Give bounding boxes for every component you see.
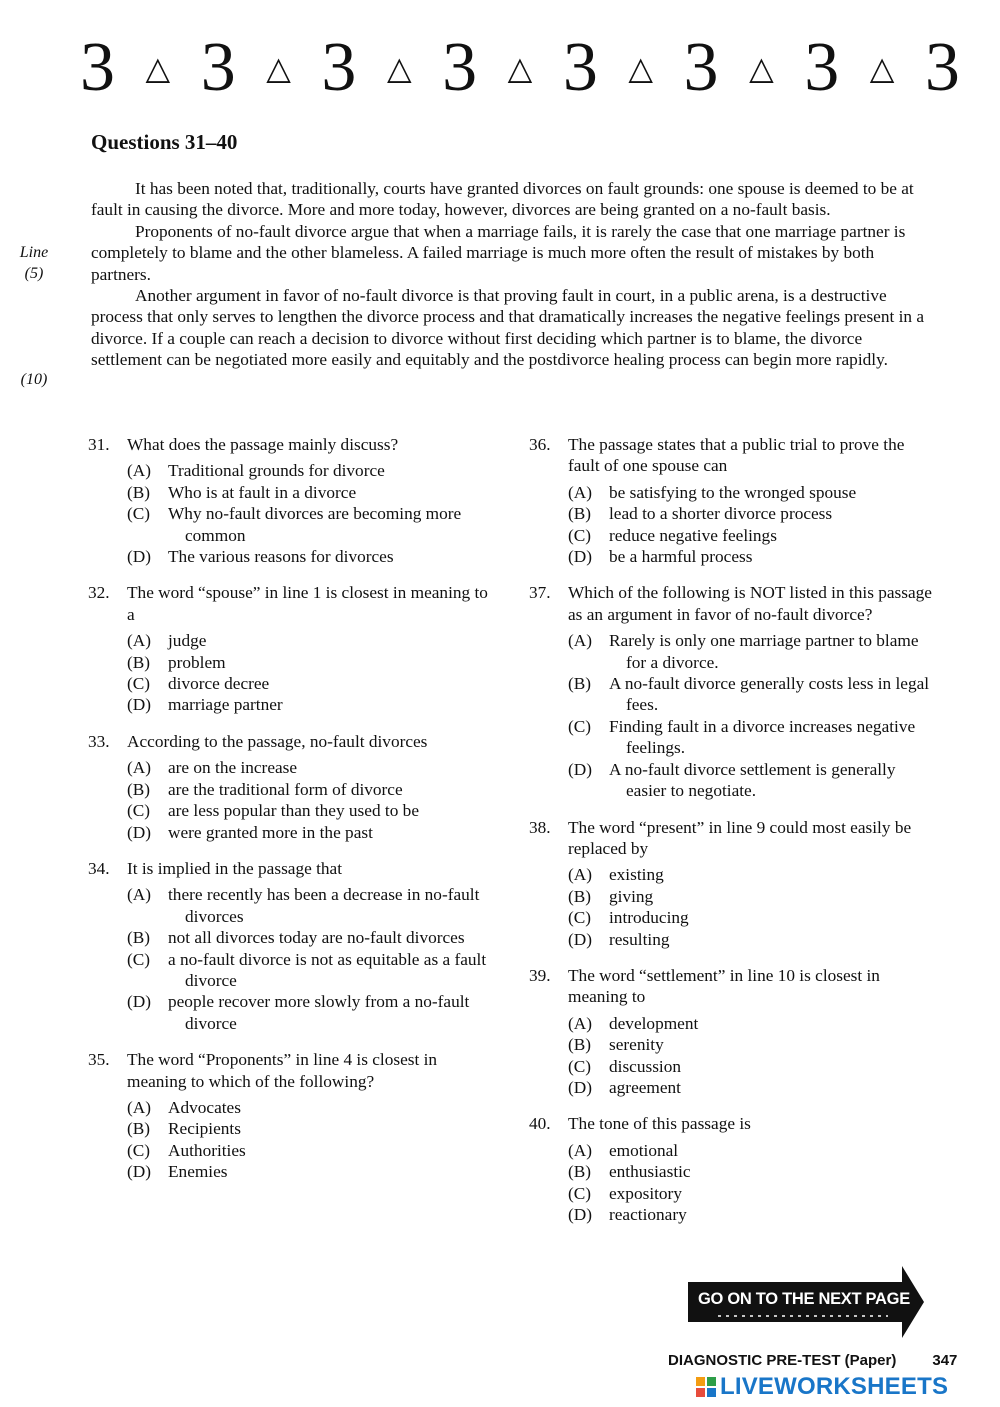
answer-option[interactable] <box>568 673 934 716</box>
option-letter: (B) <box>568 504 592 524</box>
questions-left-column <box>88 434 488 1198</box>
option-text: are on the increase <box>168 758 298 778</box>
option-letter: (D) <box>568 759 592 779</box>
liveworksheets-logo-icon <box>696 1377 716 1397</box>
option-letter: (D) <box>127 695 151 715</box>
option-text: enthusiastic <box>609 1162 691 1182</box>
option-letter: (C) <box>568 1056 592 1076</box>
answer-option[interactable] <box>127 884 488 927</box>
answer-option[interactable] <box>568 546 934 567</box>
option-text: Recipients <box>168 1119 241 1139</box>
option-text: Advocates <box>168 1097 241 1117</box>
option-text: A no-fault divorce generally costs less in legal fees. <box>609 674 930 715</box>
answer-option[interactable] <box>127 779 488 800</box>
option-letter: (B) <box>127 1119 151 1139</box>
option-letter: (A) <box>127 758 151 778</box>
question-text: The word “settlement” in line 10 is closest in meaning to <box>568 965 880 1007</box>
option-letter: (A) <box>127 885 151 905</box>
question-number: 38. <box>529 817 551 837</box>
question-34 <box>88 858 488 1034</box>
option-text: discussion <box>609 1056 682 1076</box>
page-number: 347 <box>932 1352 958 1369</box>
section-number: 3 <box>562 29 598 106</box>
question-31 <box>88 434 488 567</box>
triangle-icon: △ <box>266 50 291 86</box>
answer-option[interactable] <box>127 949 488 992</box>
answer-option[interactable] <box>127 1118 488 1139</box>
option-letter: (B) <box>127 652 151 672</box>
option-text: problem <box>168 652 226 672</box>
answer-option[interactable] <box>568 886 934 907</box>
answer-option[interactable] <box>568 1056 934 1077</box>
reading-passage <box>91 178 931 371</box>
option-text: are the traditional form of divorce <box>168 779 403 799</box>
option-letter: (C) <box>568 1183 592 1203</box>
answer-options <box>127 884 488 1034</box>
option-text: agreement <box>609 1077 681 1097</box>
section-number: 3 <box>321 29 357 106</box>
answer-options <box>568 864 934 950</box>
answer-option[interactable] <box>127 757 488 778</box>
question-32 <box>88 582 488 715</box>
question-39 <box>529 965 934 1098</box>
question-number: 32. <box>88 583 110 603</box>
option-letter: (D) <box>127 992 151 1012</box>
answer-option[interactable] <box>568 864 934 885</box>
option-letter: (C) <box>568 908 592 928</box>
questions-right-column <box>529 434 934 1240</box>
option-text: A no-fault divorce settlement is generally easier to negotiate. <box>609 759 896 801</box>
question-text: According to the passage, no-fault divorces <box>127 731 428 751</box>
answer-options <box>568 1013 934 1099</box>
answer-option[interactable] <box>127 822 488 843</box>
question-stem <box>88 1049 488 1092</box>
question-35 <box>88 1049 488 1182</box>
question-stem <box>88 582 488 625</box>
answer-options <box>568 1140 934 1226</box>
answer-option[interactable] <box>127 1161 488 1182</box>
line-marker: (5) <box>24 265 44 282</box>
question-stem <box>529 582 934 625</box>
option-text: be a harmful process <box>609 547 753 567</box>
question-text: What does the passage mainly discuss? <box>127 435 399 454</box>
option-letter: (B) <box>568 1035 592 1055</box>
option-text: resulting <box>609 929 670 949</box>
triangle-icon: △ <box>507 50 533 86</box>
option-letter: (A) <box>568 631 592 651</box>
section-number: 3 <box>804 29 840 106</box>
question-number: 39. <box>529 965 551 985</box>
option-text: not all divorces today are no-fault divorces <box>168 928 465 948</box>
option-text: expository <box>609 1183 682 1203</box>
option-letter: (C) <box>568 525 592 545</box>
answer-option[interactable] <box>127 546 488 567</box>
option-text: serenity <box>609 1035 664 1055</box>
option-letter: (A) <box>127 631 151 651</box>
option-text: existing <box>609 865 664 885</box>
answer-options <box>127 757 488 843</box>
option-text: Traditional grounds for divorce <box>168 461 385 481</box>
option-letter: (A) <box>127 461 151 481</box>
option-letter: (C) <box>127 504 151 524</box>
triangle-icon: △ <box>869 50 895 86</box>
option-letter: (C) <box>127 801 151 821</box>
option-letter: (B) <box>568 674 592 694</box>
option-letter: (D) <box>127 547 151 567</box>
answer-options <box>568 630 934 801</box>
option-text: were granted more in the past <box>168 822 373 842</box>
question-text: The word “present” in line 9 could most easily be replaced by <box>568 817 912 858</box>
question-stem <box>529 1113 934 1134</box>
answer-option[interactable] <box>127 460 488 481</box>
answer-option[interactable] <box>127 800 488 821</box>
answer-option[interactable] <box>127 503 488 546</box>
section-number: 3 <box>80 29 115 106</box>
option-text: introducing <box>609 908 689 928</box>
section-number: 3 <box>200 29 236 106</box>
option-text: judge <box>168 631 207 651</box>
question-number: 34. <box>88 858 110 878</box>
option-letter: (A) <box>127 1097 151 1117</box>
answer-option[interactable] <box>127 673 488 694</box>
question-text: The tone of this passage is <box>568 1114 751 1134</box>
question-33 <box>88 731 488 843</box>
section-header <box>80 28 960 108</box>
answer-option[interactable] <box>568 503 934 524</box>
question-number: 33. <box>88 731 110 751</box>
question-stem <box>529 817 934 860</box>
answer-option[interactable] <box>568 482 934 503</box>
answer-option[interactable] <box>568 1013 934 1034</box>
question-stem <box>88 434 488 455</box>
option-text: lead to a shorter divorce process <box>609 504 833 524</box>
option-text: giving <box>609 886 654 906</box>
option-text: The various reasons for divorces <box>168 547 394 567</box>
line-marker: (10) <box>20 371 48 388</box>
answer-option[interactable] <box>568 716 934 759</box>
answer-option[interactable] <box>127 1140 488 1161</box>
option-letter: (D) <box>127 822 151 842</box>
option-letter: (D) <box>568 929 592 949</box>
answer-options <box>127 630 488 716</box>
option-text: there recently has been a decrease in no-fault divorces <box>168 885 480 926</box>
answer-option[interactable] <box>568 1161 934 1182</box>
option-text: a no-fault divorce is not as equitable as a fault divorce <box>168 949 487 990</box>
answer-option[interactable] <box>568 1034 934 1055</box>
option-letter: (B) <box>127 928 151 948</box>
option-letter: (D) <box>127 1162 151 1182</box>
triangle-icon: △ <box>749 50 774 86</box>
question-text: The passage states that a public trial to prove the fault of one spouse can <box>568 435 905 476</box>
option-letter: (A) <box>568 1140 592 1160</box>
option-letter: (A) <box>568 1013 592 1033</box>
question-number: 31. <box>88 435 110 454</box>
footer-label: DIAGNOSTIC PRE-TEST (Paper) <box>668 1352 897 1369</box>
triangle-icon: △ <box>628 50 653 86</box>
option-text: are less popular than they used to be <box>168 801 419 821</box>
answer-option[interactable] <box>127 991 488 1034</box>
question-40 <box>529 1113 934 1225</box>
answer-option[interactable] <box>568 907 934 928</box>
section-number: 3 <box>924 29 960 106</box>
option-letter: (D) <box>568 1205 592 1224</box>
option-text: emotional <box>609 1140 679 1160</box>
answer-option[interactable] <box>568 1183 934 1204</box>
option-letter: (B) <box>127 779 151 799</box>
passage-paragraph: Another argument in favor of no-fault divorce is that proving fault in court, in a public arena, is a destructive process that only serves to lengthen the divorce process and that dramatically increases the negative feelings present in a divorce. If a couple can reach a decision to divorce without first deciding which partner is to blame, the divorce settlement can be negotiated more easily and equitably and the postdivorce healing process can begin more rapidly. <box>91 286 925 370</box>
section-number: 3 <box>442 29 478 106</box>
triangle-icon: △ <box>386 50 412 86</box>
option-letter: (C) <box>127 674 151 694</box>
option-text: Enemies <box>168 1162 228 1182</box>
answer-option[interactable] <box>568 759 934 802</box>
option-letter: (C) <box>127 1140 151 1160</box>
question-text: The word “spouse” in line 1 is closest in meaning to a <box>127 583 488 624</box>
question-38 <box>529 817 934 950</box>
watermark-text: LIVEWORKSHEETS <box>720 1373 949 1400</box>
option-letter: (C) <box>568 716 592 736</box>
option-text: reactionary <box>609 1205 687 1224</box>
question-number: 37. <box>529 583 551 603</box>
page-footer <box>668 1352 957 1369</box>
option-text: people recover more slowly from a no-fault divorce <box>168 992 470 1033</box>
question-text: It is implied in the passage that <box>127 858 343 878</box>
option-text: development <box>609 1013 699 1033</box>
answer-option[interactable] <box>568 525 934 546</box>
option-text: Why no-fault divorces are becoming more common <box>168 504 462 545</box>
answer-options <box>127 460 488 567</box>
answer-option[interactable] <box>127 1097 488 1118</box>
passage-paragraph: Proponents of no-fault divorce argue that when a marriage fails, it is rarely the case that one marriage partner is completely to blame and the other blameless. A failed marriage is much more often the result of mistakes by both partners. <box>91 221 906 284</box>
passage-paragraph: It has been noted that, traditionally, courts have granted divorces on fault grounds: one spouse is deemed to be at fault in causing the divorce. More and more today, however, divorces are being granted on a no-fault basis. <box>91 179 914 220</box>
option-text: marriage partner <box>168 695 283 715</box>
option-text: Rarely is only one marriage partner to blame for a divorce. <box>609 631 919 672</box>
answer-options <box>568 482 934 568</box>
answer-option[interactable] <box>568 1140 934 1161</box>
option-text: Authorities <box>168 1140 246 1160</box>
go-on-label: GO ON TO THE NEXT PAGE <box>698 1290 910 1308</box>
option-letter: (A) <box>568 482 592 502</box>
questions-title: Questions 31–40 <box>91 130 238 154</box>
option-letter: (D) <box>568 1077 592 1097</box>
option-letter: (B) <box>568 886 592 906</box>
question-number: 35. <box>88 1050 110 1070</box>
option-text: Who is at fault in a divorce <box>168 482 357 502</box>
answer-option[interactable] <box>127 630 488 651</box>
question-37 <box>529 582 934 801</box>
option-text: Finding fault in a divorce increases negative feelings. <box>609 716 916 758</box>
question-stem <box>529 965 934 1008</box>
question-stem <box>88 858 488 879</box>
answer-option[interactable] <box>568 929 934 950</box>
option-letter: (A) <box>568 865 592 885</box>
go-on-next-page-banner[interactable] <box>688 1266 928 1338</box>
triangle-icon: △ <box>145 50 171 86</box>
option-text: divorce decree <box>168 674 270 694</box>
option-letter: (B) <box>127 482 151 502</box>
answer-option[interactable] <box>568 1077 934 1098</box>
option-letter: (D) <box>568 547 592 567</box>
liveworksheets-watermark <box>696 1373 948 1401</box>
question-stem <box>88 731 488 752</box>
line-marker: Line <box>19 244 49 261</box>
answer-option[interactable] <box>127 927 488 948</box>
answer-options <box>127 1097 488 1183</box>
answer-option[interactable] <box>568 1204 934 1225</box>
option-text: be satisfying to the wronged spouse <box>609 482 857 502</box>
answer-option[interactable] <box>127 694 488 715</box>
question-text: Which of the following is NOT listed in this passage as an argument in favor of no-fault divorce? <box>568 583 932 624</box>
question-text: The word “Proponents” in line 4 is closest in meaning to which of the following? <box>127 1050 438 1091</box>
question-number: 36. <box>529 435 551 454</box>
section-number: 3 <box>683 29 719 106</box>
question-stem <box>529 434 934 477</box>
question-36 <box>529 434 934 567</box>
option-letter: (C) <box>127 949 151 969</box>
answer-option[interactable] <box>568 630 934 673</box>
answer-option[interactable] <box>127 652 488 673</box>
option-letter: (B) <box>568 1162 592 1182</box>
answer-option[interactable] <box>127 482 488 503</box>
question-number: 40. <box>529 1114 551 1134</box>
option-text: reduce negative feelings <box>609 525 777 545</box>
